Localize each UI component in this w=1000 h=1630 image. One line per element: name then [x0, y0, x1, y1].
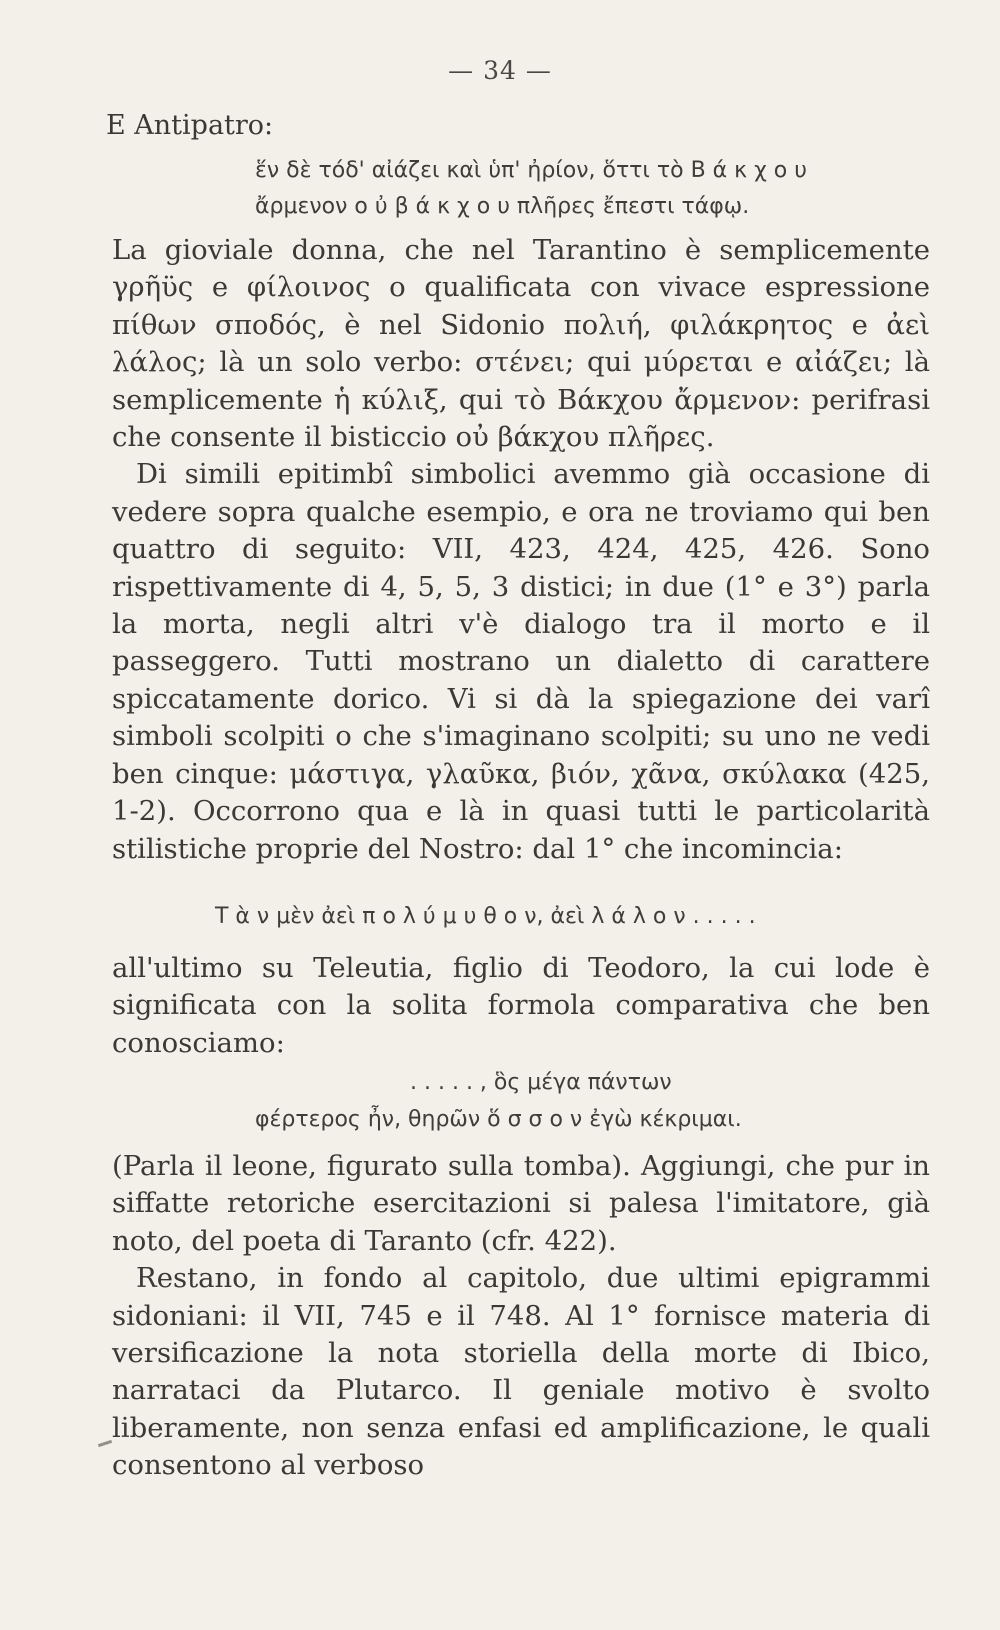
quote-1-line-2: ἄρμενον ο ὐ β ά κ χ ο υ πλῆρες ἔπεστι τάφῳ. [255, 194, 750, 219]
quote-1-line-1: ἕν δὲ τόδ' αἰάζει καὶ ὑπ' ἠρίον, ὅττι τὸ Β ά κ χ ο υ [255, 158, 807, 183]
intro-line: E Antipatro: [106, 110, 274, 141]
quote-3-line-1: . . . . . , ὃς μέγα πάντων [410, 1070, 672, 1095]
quote-3-line-2: φέρτερος ἦν, θηρῶν ὅ σ σ ο ν ἐγὼ κέκριμαι. [255, 1107, 742, 1132]
paragraph-3: all'ultimo su Teleutia, figlio di Teodoro, la cui lode è significata con la solita formola comparativa che ben conosciamo: [112, 952, 930, 1059]
paragraph-5: Restano, in fondo al capitolo, due ultimi epigrammi sidoniani: il VII, 745 e il 748. Al 1° fornisce materia di versificazione la nota storiella della morte di Ibico, narrataci da Plutarco. Il geniale motivo è svolto liberamente, non senza enfasi ed amplificazione, le quali consentono al verboso [112, 1262, 930, 1482]
paragraph-4: (Parla il leone, figurato sulla tomba). Aggiungi, che pur in siffatte retoriche esercitazioni si palesa l'imitatore, già noto, del poeta di Taranto (cfr. 422). [112, 1150, 930, 1257]
paragraph-2: Di simili epitimbî simbolici avemmo già occasione di vedere sopra qualche esempio, e ora ne troviamo qui ben quattro di seguito: VII, 423, 424, 425, 426. Sono rispettivamente di 4, 5, 5, 3 distici; in due (1° e 3°) parla la morta, negli altri v'è dialogo tra il morto e il passeggero. Tutti mostrano un dialetto di carattere spiccatamente dorico. Vi si dà la spiegazione dei varî simboli scolpiti o che s'imaginano scolpiti; su uno ne vedi ben cinque: μάστιγα, γλαῦκα, βιόν, χᾶνα, σκύλακα (425, 1-2). Occorrono qua e là in quasi tutti le particolarità stilistiche proprie del Nostro: dal 1° che incomincia: [112, 458, 930, 865]
paragraph-1: La gioviale donna, che nel Tarantino è semplicemente γρῆϋς e φίλοινος o qualificata con vivace espressione πίθων σποδός, è nel Sidonio πολιή, φιλάκρητος e ἀεὶ λάλος; là un solo verbo: στένει; qui μύρεται e αἰάζει; là semplicemente ἡ κύλιξ, qui τὸ Βάκχου ἄρμενον: perifrasi che consente il bisticcio οὐ βάκχου πλῆρες. [112, 234, 930, 454]
quote-2: Τ ὰ ν μὲν ἀεὶ π ο λ ύ μ υ θ ο ν, ἀεὶ λ ά λ ο ν . . . . . [215, 904, 756, 929]
text-block-3 [112, 1148, 930, 1485]
ink-mark [98, 1440, 112, 1447]
text-block-1 [112, 232, 930, 868]
page-number: — 34 — [448, 56, 552, 85]
text-block-2 [112, 950, 930, 1062]
